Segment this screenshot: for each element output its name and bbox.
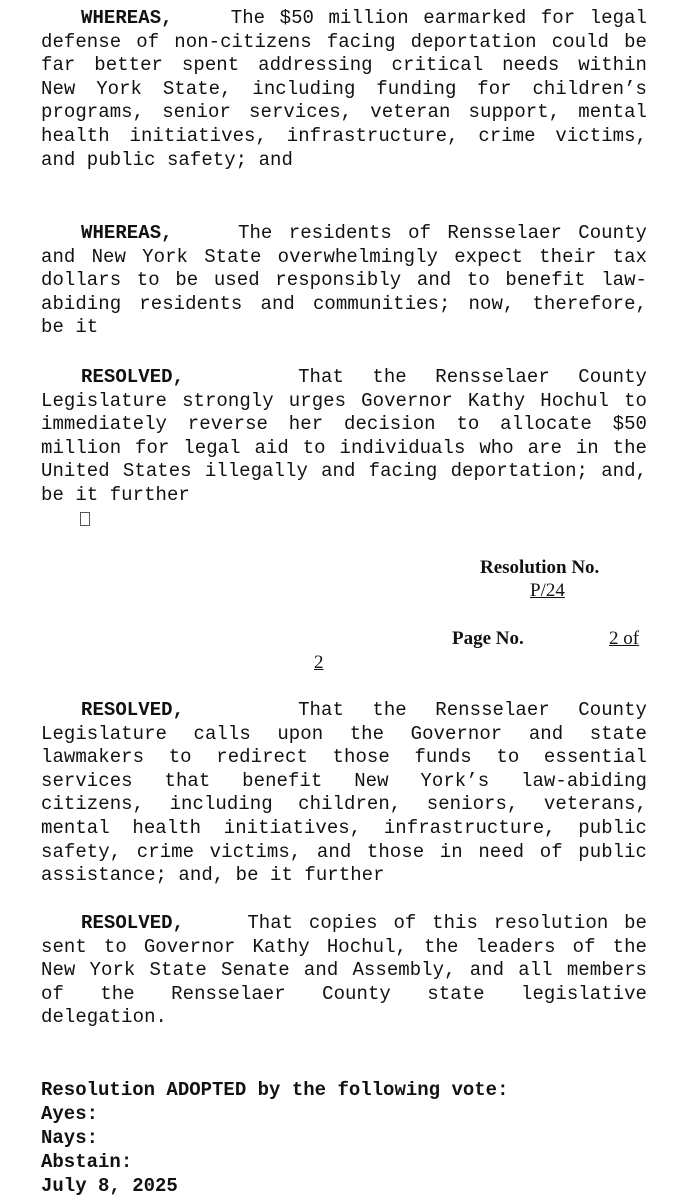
- vote-title: Resolution ADOPTED by the following vote:: [41, 1079, 509, 1101]
- paragraph-text: That the Rensselaer County Legislature calls upon the Governor and state lawmakers to redirect those funds to essential services that benefit New York’s law-abiding citizens, including children, seniors, veterans, mental health initiatives, infrastructure, public safety, crime victims, and those in need of public assistance; and, be it further: [41, 699, 647, 887]
- page-total: 2: [314, 652, 324, 673]
- paragraph-text: The $50 million earmarked for legal defense of non-citizens facing deportation could be far better spent addressing critical needs within New York State, including funding for children’s programs, senior services, veteran support, mental health initiatives, infrastructure, crime victims, and public safety; and: [41, 7, 647, 171]
- vote-abstain: Abstain:: [41, 1151, 133, 1173]
- resolution-number-label: Resolution No.: [480, 557, 600, 578]
- page-number: 2 of: [609, 628, 640, 649]
- page-number-label: Page No.: [452, 628, 524, 649]
- vote-nays: Nays:: [41, 1127, 99, 1149]
- vote-date: July 8, 2025: [41, 1175, 178, 1197]
- resolution-number: P/24: [530, 580, 565, 601]
- paragraph-label: RESOLVED,: [81, 699, 185, 721]
- resolved-paragraph-1: [41, 366, 647, 508]
- paragraph-text: That copies of this resolution be sent to Governor Kathy Hochul, the leaders of the New York State Senate and Assembly, and all members of the Rensselaer County state legislative delegation.: [41, 912, 647, 1029]
- vote-ayes: Ayes:: [41, 1103, 99, 1125]
- paragraph-text: That the Rensselaer County Legislature strongly urges Governor Kathy Hochul to immediately reverse her decision to allocate $50 million for legal aid to individuals who are in the United States illegally and facing deportation; and, be it further: [41, 366, 647, 506]
- paragraph-label: RESOLVED,: [81, 912, 185, 934]
- paragraph-label: RESOLVED,: [81, 366, 185, 388]
- whereas-paragraph-1: [41, 7, 647, 172]
- paragraph-text: The residents of Rensselaer County and New York State overwhelmingly expect their tax dollars to be used responsibly and to benefit law-abiding residents and communities; now, therefore, be it: [41, 222, 647, 339]
- whereas-paragraph-2: [41, 222, 647, 340]
- resolved-paragraph-2: [41, 699, 647, 888]
- paragraph-label: WHEREAS,: [81, 222, 173, 244]
- missing-glyph-icon: [80, 512, 90, 526]
- resolved-paragraph-3: [41, 912, 647, 1030]
- paragraph-label: WHEREAS,: [81, 7, 173, 29]
